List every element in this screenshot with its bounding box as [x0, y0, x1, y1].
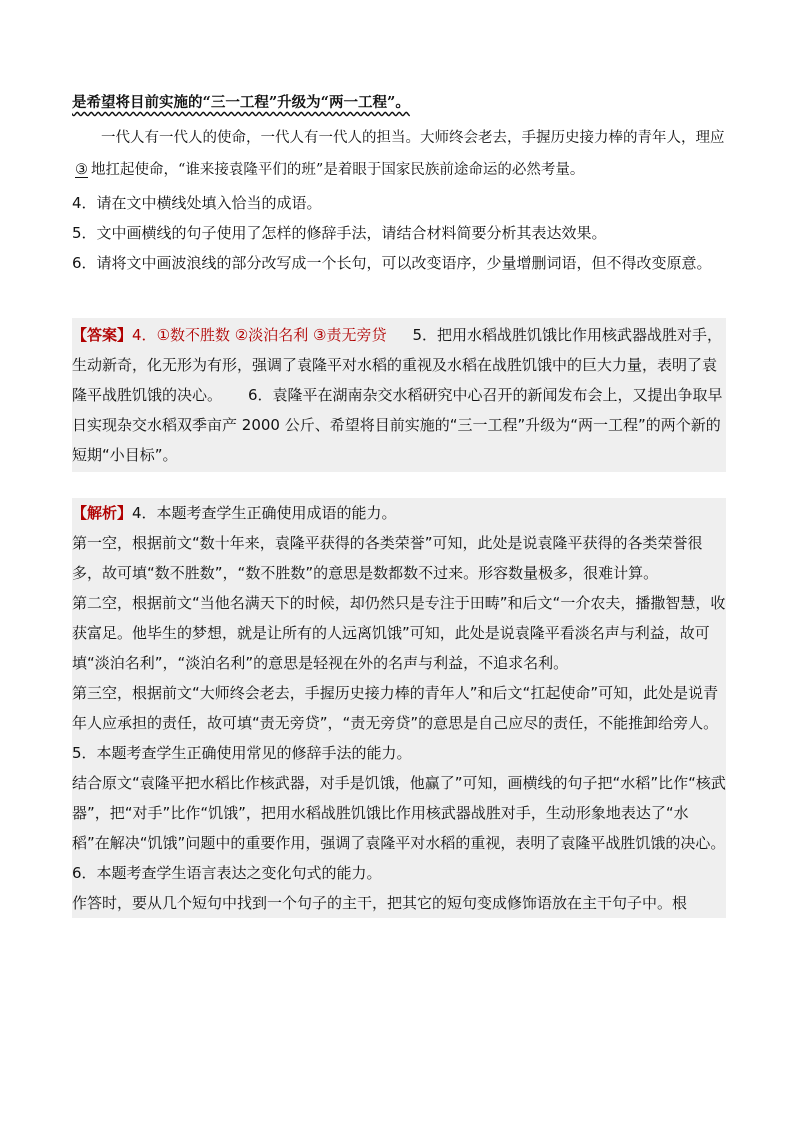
answer-q5: 5．把用水稻战胜饥饿比作用核武器战胜对手，生动新奇，化无形为有形，强调了袁隆平对水稻的重视及水稻在战胜饥饿中的巨大力量，表明了袁隆平战胜饥饿的决心。 [72, 326, 723, 404]
passage-line-wavy [72, 90, 726, 116]
answer-q6: 6．袁隆平在湖南杂交水稻研究中心召开的新闻发布会上，又提出争取早日实现杂交水稻双季亩产 2000 公斤、希望将目前实施的“三一工程”升级为“两一工程”的两个新的短期“小目标”。 [72, 386, 723, 464]
passage-text-b: 地扛起使命，“谁来接袁隆平们的班”是着眼于国家民族前途命运的必然考量。 [91, 162, 585, 178]
passage-paragraph [72, 122, 726, 186]
question-4: 4．请在文中横线处填入恰当的成语。 [72, 194, 322, 212]
answer-tag: 【答案】 [72, 326, 133, 344]
analysis-q4-title: 【解析】4．本题考查学生正确使用成语的能力。 [72, 504, 397, 522]
analysis-q6-body: 作答时，要从几个短句中找到一个句子的主干，把其它的短句变成修饰语放在主干句子中。根 [72, 894, 688, 912]
answer-blank-1: ①数不胜数 [156, 326, 231, 344]
analysis-blank-2: 第二空，根据前文“当他名满天下的时候，却仍然只是专注于田畴”和后文“一介农夫，播撒智慧，收获富足。他毕生的梦想，就是让所有的人远离饥饿”可知，此处是说袁隆平看淡名声与利益，故可填“淡泊名利”，“淡泊名利”的意思是轻视在外的名声与利益，不追求名利。 [72, 594, 726, 672]
question-5: 5．文中画横线的句子使用了怎样的修辞手法，请结合材料简要分析其表达效果。 [72, 224, 607, 242]
analysis-blank-1: 第一空，根据前文“数十年来，袁隆平获得的各类荣誉”可知，此处是说袁隆平获得的各类荣誉很多，故可填“数不胜数”，“数不胜数”的意思是数都数不过来。形容数量极多，很难计算。 [72, 534, 703, 582]
passage-text-a: 一代人有一代人的使命，一代人有一代人的担当。大师终会老去，手握历史接力棒的青年人，理应 [101, 130, 725, 146]
blank-3: ③ [75, 162, 88, 178]
question-6: 6．请将文中画波浪线的部分改写成一个长句，可以改变语序，少量增删词语，但不得改变原意。 [72, 254, 712, 272]
document-page [72, 90, 726, 918]
analysis-q5-body: 结合原文“袁隆平把水稻比作核武器，对手是饥饿，他赢了”可知，画横线的句子把“水稻”比作“核武器”，把“对手”比作“饥饿”，把用水稻战胜饥饿比作用核武器战胜对手，生动形象地表达了“水稻”在解决“饥饿”问题中的重要作用，强调了袁隆平对水稻的重视，表明了袁隆平战胜饥饿的决心。 [72, 774, 726, 852]
answer-blank-2: ②淡泊名利 [234, 326, 309, 344]
analysis-q6-title: 6．本题考查学生语言表达之变化句式的能力。 [72, 864, 382, 882]
analysis-blank-3: 第三空，根据前文“大师终会老去，手握历史接力棒的青年人”和后文“扛起使命”可知，此处是说青年人应承担的责任，故可填“责无旁贷”，“责无旁贷”的意思是自己应尽的责任，不能推卸给旁人。 [72, 684, 719, 732]
wavy-underlined-text: 是希望将目前实施的“三一工程”升级为“两一工程”。 [72, 94, 410, 111]
answer-section [72, 318, 726, 472]
analysis-q5-title: 5．本题考查学生正确使用常见的修辞手法的能力。 [72, 744, 412, 762]
analysis-section [72, 498, 726, 918]
answer-blank-3: ③责无旁贷 [313, 326, 387, 344]
analysis-tag: 【解析】 [72, 504, 133, 522]
answer-q4-num: 4． [132, 326, 157, 344]
question-list [72, 188, 726, 278]
